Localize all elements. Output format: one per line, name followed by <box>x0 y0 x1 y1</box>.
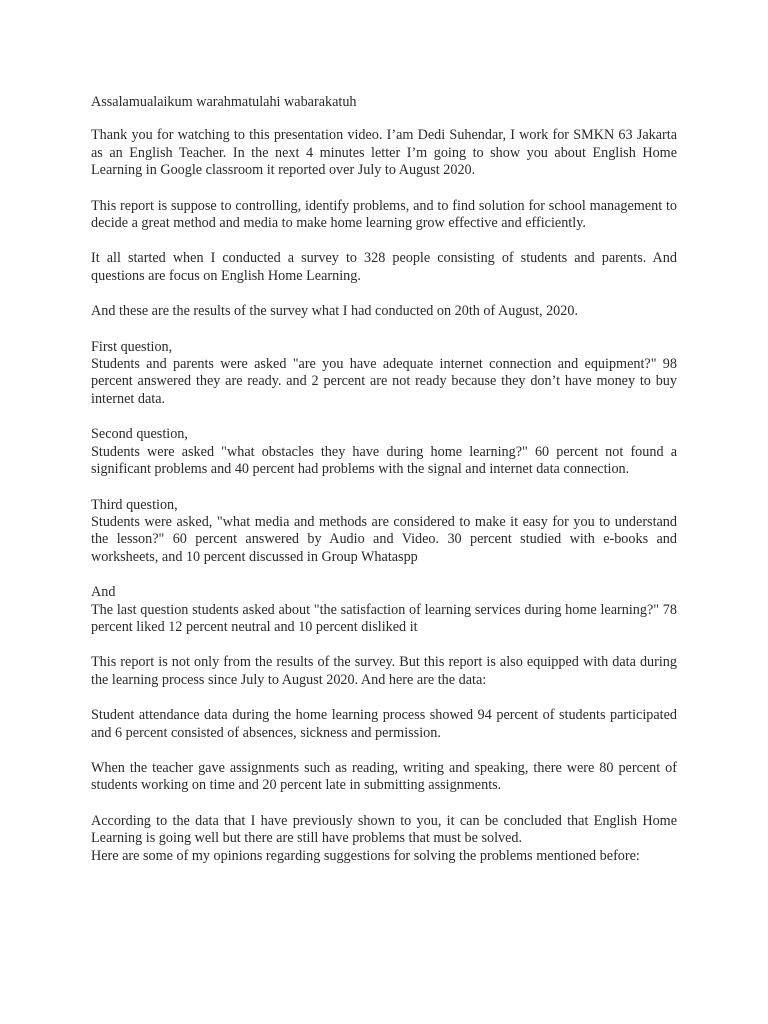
conclusion-text: According to the data that I have previously shown to you, it can be concluded that English Home Learning is going well but there are still have problems that must be solved. <box>91 812 677 847</box>
question-3-heading: Third question, <box>91 496 178 513</box>
question-4-section <box>91 584 677 636</box>
attendance-paragraph: Student attendance data during the home learning process showed 94 percent of students participated and 6 percent consisted of absences, sickness and permission. <box>91 707 677 741</box>
greeting: Assalamualaikum warahmatulahi wabarakatuh <box>91 94 357 110</box>
purpose-paragraph: This report is suppose to controlling, identify problems, and to find solution for school management to decide a great method and media to make home learning grow effective and efficiently. <box>91 197 677 232</box>
assignments-paragraph: When the teacher gave assignments such as reading, writing and speaking, there were 80 percent of students working on time and 20 percent late in submitting assignments. <box>91 759 677 794</box>
question-2-text: Students were asked "what obstacles they have during home learning?" 60 percent not found a significant problems and 40 percent had problems with the signal and internet data connection. <box>91 443 677 478</box>
question-2-heading: Second question, <box>91 426 188 443</box>
question-2-section <box>91 426 677 478</box>
survey-intro-paragraph: It all started when I conducted a survey to 328 people consisting of students and parents. And questions are focus on English Home Learning. <box>91 250 677 284</box>
intro-paragraph: Thank you for watching to this presentation video. I’am Dedi Suhendar, I work for SMKN 63 Jakarta as an English Teacher. In the next 4 minutes letter I’m going to show you about English Home Learning in Google classroom it reported over July to August 2020. <box>91 127 677 179</box>
data-intro-paragraph: This report is not only from the results of the survey. But this report is also equipped with data during the learning process since July to August 2020. And here are the data: <box>91 654 677 688</box>
question-1-section <box>91 339 677 409</box>
opinions-intro-text: Here are some of my opinions regarding suggestions for solving the problems mentioned before: <box>91 847 640 864</box>
conclusion-section <box>91 813 677 865</box>
question-3-section <box>91 497 677 567</box>
question-4-text: The last question students asked about "the satisfaction of learning services during home learning?" 78 percent liked 12 percent neutral and 10 percent disliked it <box>91 601 677 635</box>
question-1-heading: First question, <box>91 338 173 355</box>
question-3-text: Students were asked, "what media and methods are considered to make it easy for you to understand the lesson?" 60 percent answered by Audio and Video. 30 percent studied with e-books and worksheets, and 10 percent discussed in Group Whataspp <box>91 513 677 565</box>
document-page <box>91 94 677 883</box>
question-4-heading: And <box>91 584 116 601</box>
question-1-text: Students and parents were asked "are you have adequate internet connection and equipment?" 98 percent answered they are ready. and 2 percent are not ready because they don’t have money to buy internet data. <box>91 356 677 407</box>
results-intro-paragraph: And these are the results of the survey what I had conducted on 20th of August, 2020. <box>91 303 578 320</box>
